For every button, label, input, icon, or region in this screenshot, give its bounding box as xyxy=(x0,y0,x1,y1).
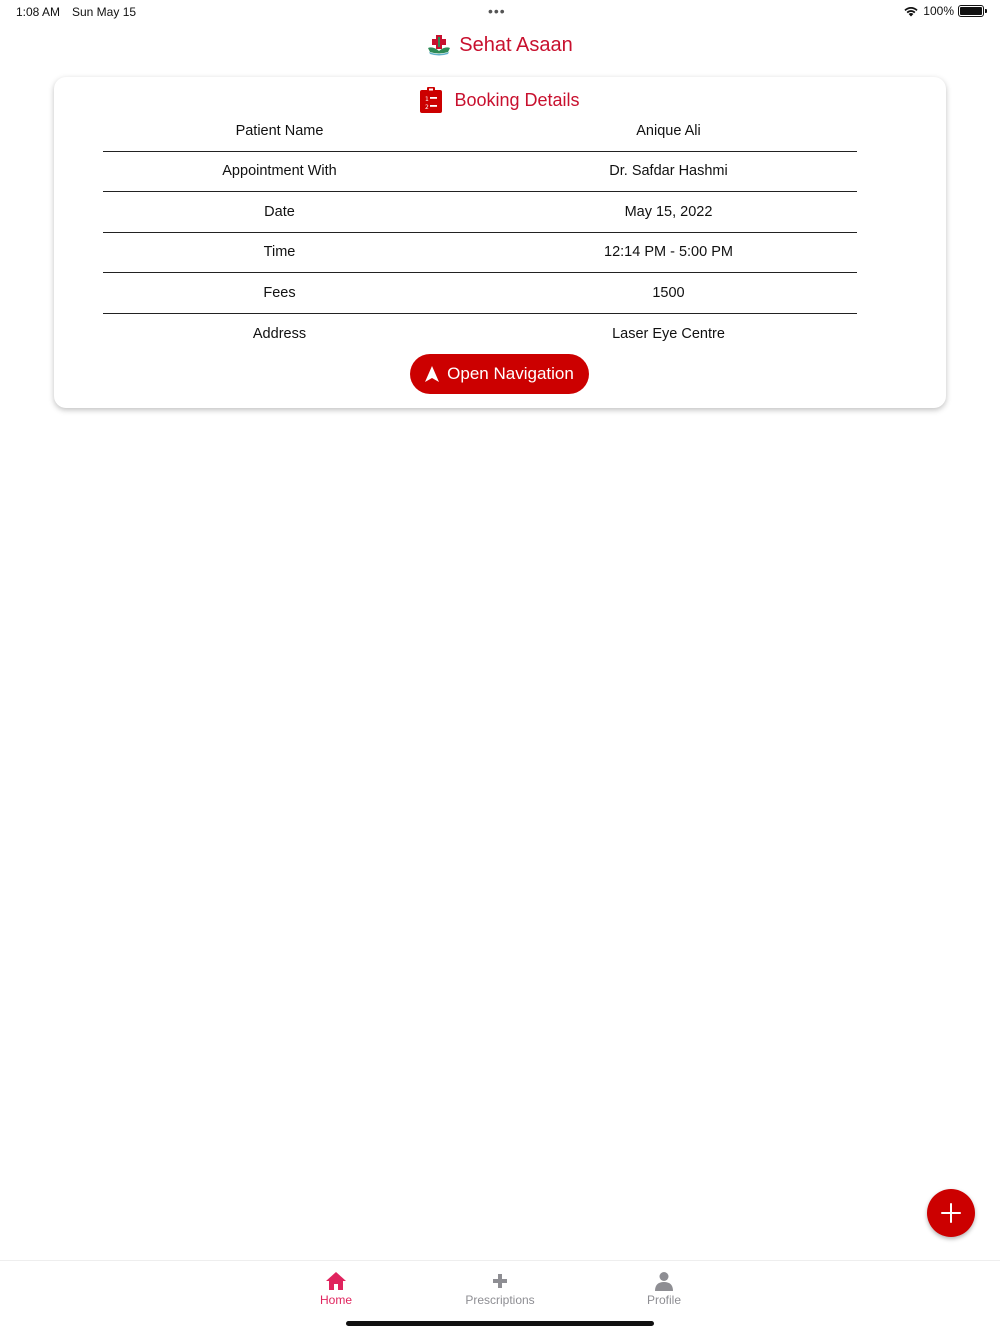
tab-prescriptions[interactable] xyxy=(440,1271,560,1307)
person-icon xyxy=(653,1271,675,1291)
detail-value: 12:14 PM - 5:00 PM xyxy=(604,244,733,261)
detail-row-date xyxy=(103,192,857,233)
detail-label: Address xyxy=(252,325,307,342)
detail-row-patient-name xyxy=(103,111,857,152)
clipboard-list-icon xyxy=(420,87,442,113)
tab-home-label: Home xyxy=(319,1293,352,1307)
status-indicators xyxy=(903,4,984,18)
detail-row-appointment-with xyxy=(103,152,857,193)
svg-text:1: 1 xyxy=(425,96,430,103)
battery-percent: 100% xyxy=(923,4,954,18)
detail-label: Patient Name xyxy=(235,122,324,139)
home-indicator[interactable] xyxy=(346,1321,654,1326)
status-date: Sun May 15 xyxy=(72,5,137,19)
booking-details-card xyxy=(54,77,946,408)
medical-cross-icon xyxy=(489,1271,511,1291)
detail-label: Appointment With xyxy=(222,163,337,180)
tab-home[interactable] xyxy=(276,1271,396,1307)
medical-hands-logo-icon xyxy=(427,34,451,56)
detail-value: Anique Ali xyxy=(636,122,701,139)
wifi-icon xyxy=(903,5,919,17)
multitasking-dots[interactable]: ••• xyxy=(488,3,506,19)
detail-value: Dr. Safdar Hashmi xyxy=(609,163,728,180)
detail-row-fees xyxy=(103,273,857,314)
app-title: Sehat Asaan xyxy=(459,33,573,56)
status-bar xyxy=(0,0,1000,24)
detail-value: 1500 xyxy=(652,284,685,301)
detail-value: May 15, 2022 xyxy=(624,203,713,220)
tab-prescriptions-label: Prescriptions xyxy=(465,1293,535,1307)
status-time: 1:08 AM xyxy=(16,5,61,19)
svg-text:2: 2 xyxy=(425,104,430,111)
detail-label: Date xyxy=(264,203,295,220)
card-title: Booking Details xyxy=(454,89,580,110)
navigation-arrow-icon xyxy=(425,366,439,382)
detail-row-time xyxy=(103,233,857,274)
open-navigation-label: Open Navigation xyxy=(447,364,574,383)
plus-icon xyxy=(941,1203,961,1223)
detail-value: Laser Eye Centre xyxy=(612,325,725,342)
detail-label: Fees xyxy=(263,284,296,301)
tab-profile[interactable] xyxy=(604,1271,724,1307)
battery-icon xyxy=(958,5,984,17)
booking-details-table xyxy=(103,111,857,354)
detail-row-address xyxy=(103,314,857,355)
detail-label: Time xyxy=(263,244,296,261)
app-header xyxy=(0,30,1000,60)
tab-profile-label: Profile xyxy=(646,1293,681,1307)
add-booking-button[interactable] xyxy=(927,1189,975,1237)
home-icon xyxy=(325,1271,347,1291)
open-navigation-button[interactable] xyxy=(410,354,589,394)
